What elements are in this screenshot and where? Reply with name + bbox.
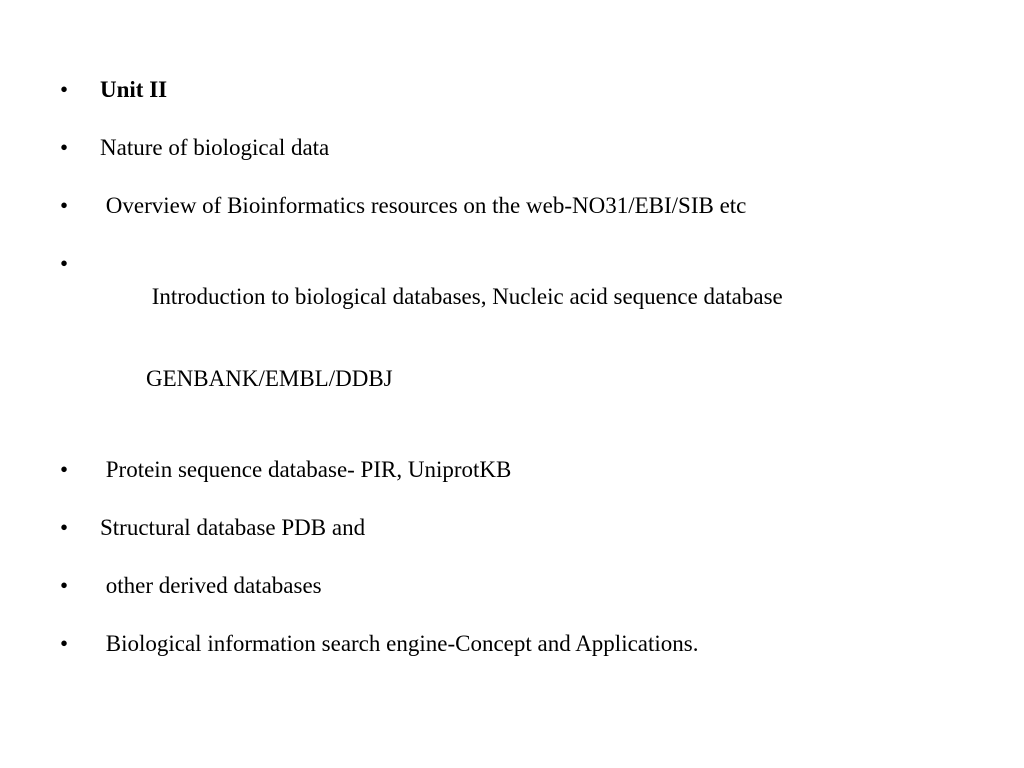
unit-heading: Unit II [100, 77, 168, 102]
bullet-text: Structural database PDB and [100, 515, 366, 540]
bullet-icon: • [60, 631, 69, 656]
bullet-icon: • [60, 251, 69, 276]
bullet-item-structural [60, 511, 980, 544]
bullet-icon: • [60, 457, 69, 482]
bullet-item-overview [60, 189, 980, 222]
bullet-item-introduction [60, 247, 980, 428]
bullet-text-multiline [100, 247, 980, 428]
bullet-item-search-engine [60, 627, 980, 660]
bullet-text: Nature of biological data [100, 135, 330, 160]
bullet-item-derived [60, 569, 980, 602]
bullet-item-unit [60, 73, 980, 106]
bullet-icon: • [60, 193, 69, 218]
bullet-icon: • [60, 573, 69, 598]
bullet-item-nature [60, 131, 980, 164]
bullet-item-protein [60, 453, 980, 486]
bullet-text-line-2: GENBANK/EMBL/DDBJ [146, 366, 393, 391]
bullet-text: Overview of Bioinformatics resources on the web-NO31/EBI/SIB etc [100, 193, 747, 218]
bullet-text: Biological information search engine-Concept and Applications. [100, 631, 699, 656]
bullet-text: other derived databases [100, 573, 322, 598]
bullet-list [60, 73, 980, 685]
bullet-icon: • [60, 77, 69, 102]
bullet-text: Protein sequence database- PIR, UniprotKB [100, 457, 512, 482]
bullet-text-line-1: Introduction to biological databases, Nucleic acid sequence database [146, 284, 783, 309]
bullet-icon: • [60, 135, 69, 160]
bullet-icon: • [60, 515, 69, 540]
